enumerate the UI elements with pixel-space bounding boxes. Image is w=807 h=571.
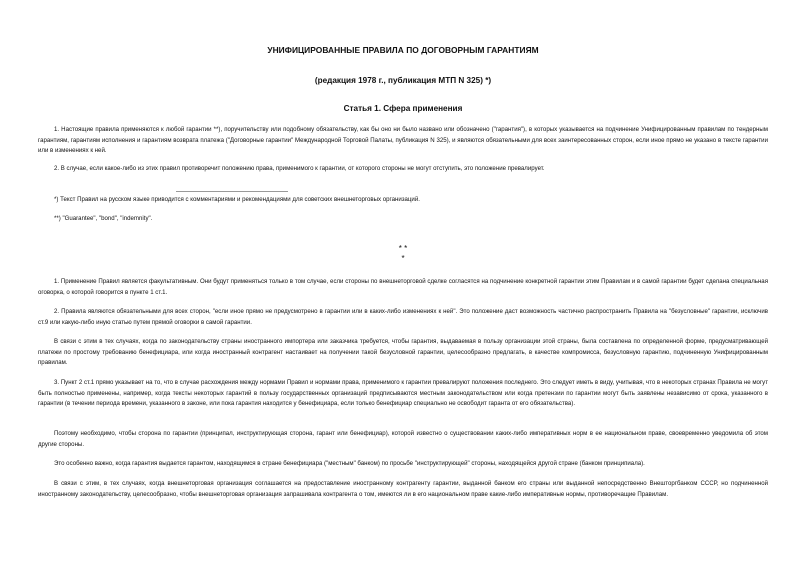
- commentary-paragraph-1: 1. Применение Правил является факультативным. Они будут применяться только в том случае, если стороны по внешнеторговой сделке согласятся на подчинение конкретной гарантии этим Правилам и в самой гарантии будет сделана специальная оговорка, о которой говорится в пункте 1 ст.1.: [38, 278, 768, 296]
- footnote-divider: [176, 191, 288, 192]
- commentary-paragraph-5: Поэтому необходимо, чтобы сторона по гарантии (принципал, инструктирующая сторона, гарант или бенефициар), которой известно о существовании каких-либо императивных норм в ее национальном праве, своевременно уведомила об этом другие стороны.: [38, 430, 768, 448]
- commentary-paragraph-6: Это особенно важно, когда гарантия выдается гарантом, находящимся в стране бенефициара ("местным" банком) по просьбе "инструктирующей" стороны, находящейся другой стране (банком принципиала).: [54, 460, 645, 467]
- footnote-2: **) "Guarantee", "bond", "indemnity".: [54, 215, 153, 222]
- article-heading: Статья 1. Сфера применения: [343, 104, 463, 113]
- section-separator-top: * *: [398, 244, 408, 253]
- article-paragraph-1: 1. Настоящие правила применяются к любой гарантии **), поручительству или подобному обязательству, как бы оно ни было названо или обозначено ("гарантия"), в которых указывается на подчинение Унифицированным правилам по тендерным гарантиям, гарантиям исполнения и гарантиям возврата платежа ("Договорные гарантии" Международной Торговой Палаты, публикация N 325), и являются обязательными для всех заинтересованных сторон, если иное прямо не указано в тексте гарантии или в изменениях к ней.: [38, 126, 768, 155]
- commentary-paragraph-7: В связи с этим, в тех случаях, когда внешнеторговая организация соглашается на предоставление иностранному контрагенту гарантии, выданной банком его страны или выданной непосредственно Внешторгбанком СССР, но подчиненной иностранному законодательству, целесообразно, чтобы внешнеторговая организация запрашивала контрагента о том, имеются ли в его национальном праве какие-либо императивные нормы, противоречащие Правилам.: [38, 480, 768, 498]
- commentary-paragraph-4: 3. Пункт 2 ст.1 прямо указывает на то, что в случае расхождения между нормами Правил и нормами права, применимого к гарантии превалируют положения последнего. Это следует иметь в виду, учитывая, что в некоторых странах Правила не могут быть полностью применены, например, когда тексты некоторых гарантий в пользу государственных организаций предписываются местным законодательством или когда претензии по гарантии могут быть заявлены независимо от срока, указанного в гарантии (в течении периода времени, указанного в законе, или пока гарантия находится у бенефициара, если только бенефициар специально не освободит гаранта от его обязательства).: [38, 379, 768, 408]
- footnote-1: *) Текст Правил на русском языке приводится с комментариями и рекомендациями для советских внешнеторговых организаций.: [54, 196, 420, 203]
- article-paragraph-2: 2. В случае, если какое-либо из этих правил противоречит положению права, применимого к гарантии, от которого стороны не могут отступить, это положение превалирует.: [54, 165, 545, 172]
- commentary-paragraph-2: 2. Правила являются обязательными для всех сторон, "если иное прямо не предусмотрено в гарантии или в каких-либо изменениях к ней". Это положение даст возможность частично распространить Правила на "безусловные" гарантии, исключив ст.9 или какую-либо иную статью путем прямой оговорки в самой гарантии.: [38, 308, 768, 326]
- section-separator-bottom: *: [401, 254, 405, 263]
- commentary-paragraph-3: В связи с этим в тех случаях, когда по законодательству страны иностранного импортера или заказчика требуется, чтобы гарантия, выдаваемая в пользу организации этой страны, была составлена по определенной форме, предусматривающей платежи по простому требованию бенефициара, или когда иностранный контрагент настаивает на получении такой безусловной гарантии, целесообразно предлагать, в качестве компромисса, безусловную гарантию, подчиненную Унифицированным правилам.: [38, 338, 768, 367]
- document-subtitle: (редакция 1978 г., публикация МТП N 325) *): [314, 76, 492, 85]
- document-title: УНИФИЦИРОВАННЫЕ ПРАВИЛА ПО ДОГОВОРНЫМ ГАРАНТИЯМ: [267, 45, 539, 55]
